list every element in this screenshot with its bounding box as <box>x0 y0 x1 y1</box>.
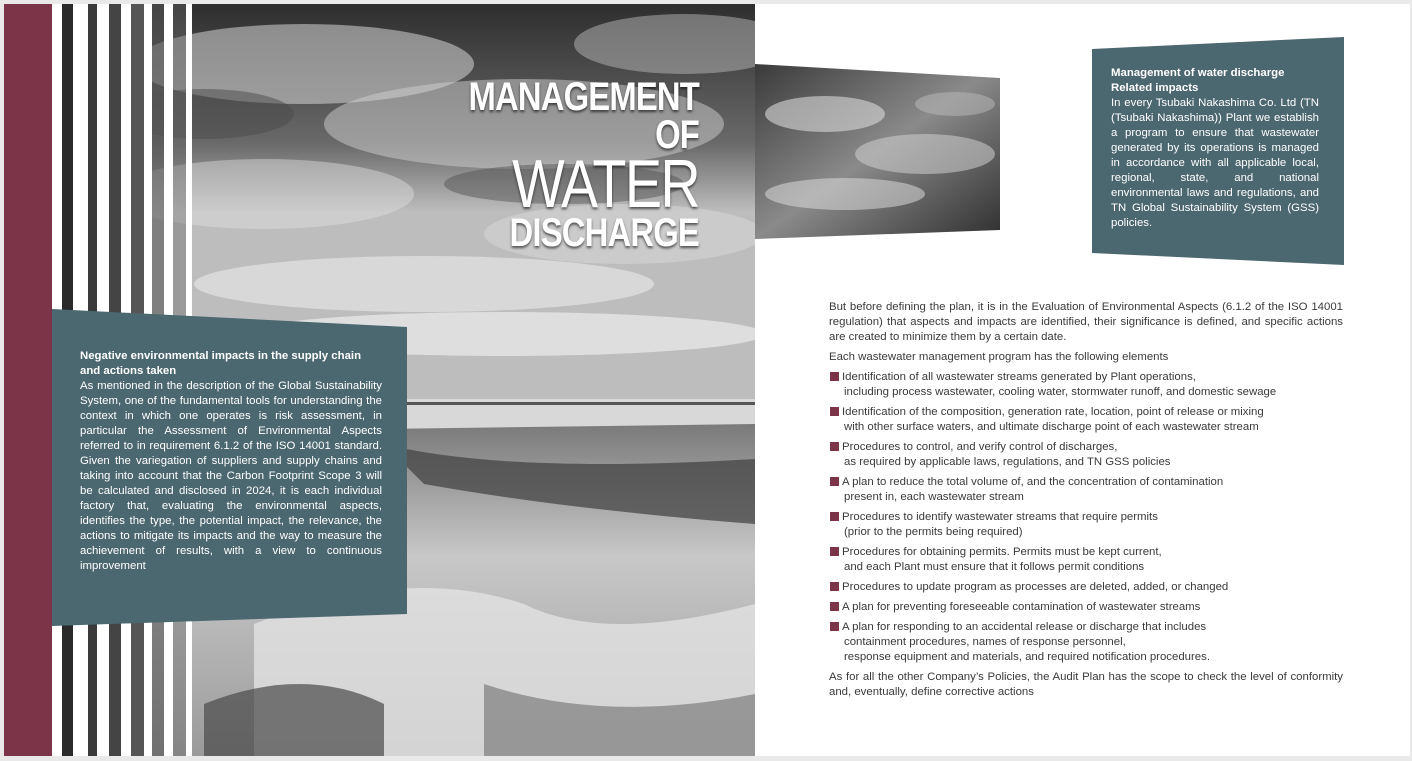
info-body: In every Tsubaki Nakashima Co. Ltd (TN (Tsubaki Nakashima)) Plant we establish a program to ensure that wastewater generated by its operations is managed in accordance with all applicable local, regional, state, and national environmental laws and regulations, and TN Global Sustainability System (GSS) policies. <box>1111 97 1319 229</box>
lead-paragraph: Each wastewater management program has the following elements <box>829 351 1169 363</box>
list-item: A plan for preventing foreseeable contamination of wastewater streams <box>829 600 1343 615</box>
info-heading: Management of water discharge <box>1111 67 1285 79</box>
info-subheading: Related impacts <box>1111 82 1199 94</box>
bullet-square-icon <box>830 547 839 556</box>
negative-impacts-panel <box>52 309 407 626</box>
bullet-square-icon <box>830 407 839 416</box>
list-item: Procedures for obtaining permits. Permits must be kept current, and each Plant must ensure that it follows permit conditions <box>829 545 1343 575</box>
bullet-square-icon <box>830 582 839 591</box>
list-item: Identification of the composition, generation rate, location, point of release or mixing with other surface waters, and ultimate discharge point of each wastewater stream <box>829 405 1343 435</box>
page-title <box>453 75 699 255</box>
list-item: A plan for responding to an accidental release or discharge that includes containment procedures, names of response personnel, response equipment and materials, and required notification procedures. <box>829 620 1343 665</box>
bullet-square-icon <box>830 442 839 451</box>
sky-photo-strip <box>755 64 1000 239</box>
negative-impacts-text <box>80 349 382 574</box>
intro-paragraph: But before defining the plan, it is in the Evaluation of Environmental Aspects (6.1.2 of the ISO 14001 regulation) that aspects and impacts are identified, their significance is defined, and specific actions are created to minimize them by a certain date. <box>829 301 1343 343</box>
list-item: Procedures to update program as processes are deleted, added, or changed <box>829 580 1343 595</box>
title-line-3: DISCHARGE <box>509 211 699 255</box>
title-line-2: WATER <box>512 146 699 222</box>
negative-impacts-body: As mentioned in the description of the Global Sustainability System, one of the fundamental tools for understanding the context in which one operates is risk assessment, in particular the Assessment of Environmental Aspects referred to in requirement 6.1.2 of the ISO 14001 standard. Given the variegation of suppliers and supply chains and taking into account that the Carbon Footprint Scope 3 will be calculated and disclosed in 2024, it is each individual factory that, evaluating the environmental aspects, identifies the type, the potential impact, the relevance, the actions to mitigate its impacts and the way to measure the achievement of results, with a view to continuous improvement <box>80 380 382 572</box>
bullet-square-icon <box>830 372 839 381</box>
bullet-square-icon <box>830 602 839 611</box>
bullet-square-icon <box>830 477 839 486</box>
bullet-square-icon <box>830 622 839 631</box>
maroon-side-band <box>4 4 52 756</box>
title-line-1: MANAGEMENT OF <box>468 75 699 157</box>
list-item: Procedures to control, and verify control of discharges, as required by applicable laws, regulations, and TN GSS policies <box>829 440 1343 470</box>
list-item: A plan to reduce the total volume of, and the concentration of contamination present in, each wastewater stream <box>829 475 1343 505</box>
program-elements-list <box>829 370 1343 665</box>
left-page <box>4 4 755 756</box>
negative-impacts-heading: Negative environmental impacts in the supply chain and actions taken <box>80 350 362 377</box>
document-spread <box>4 4 1410 756</box>
water-discharge-info <box>1111 66 1319 231</box>
list-item: Procedures to identify wastewater streams that require permits (prior to the permits being required) <box>829 510 1343 540</box>
closing-paragraph: As for all the other Company’s Policies, the Audit Plan has the scope to check the level of conformity and, eventually, define corrective actions <box>829 671 1343 698</box>
bullet-square-icon <box>830 512 839 521</box>
list-item: Identification of all wastewater streams generated by Plant operations, including process wastewater, cooling water, stormwater runoff, and domestic sewage <box>829 370 1343 400</box>
main-text-column <box>829 300 1343 711</box>
